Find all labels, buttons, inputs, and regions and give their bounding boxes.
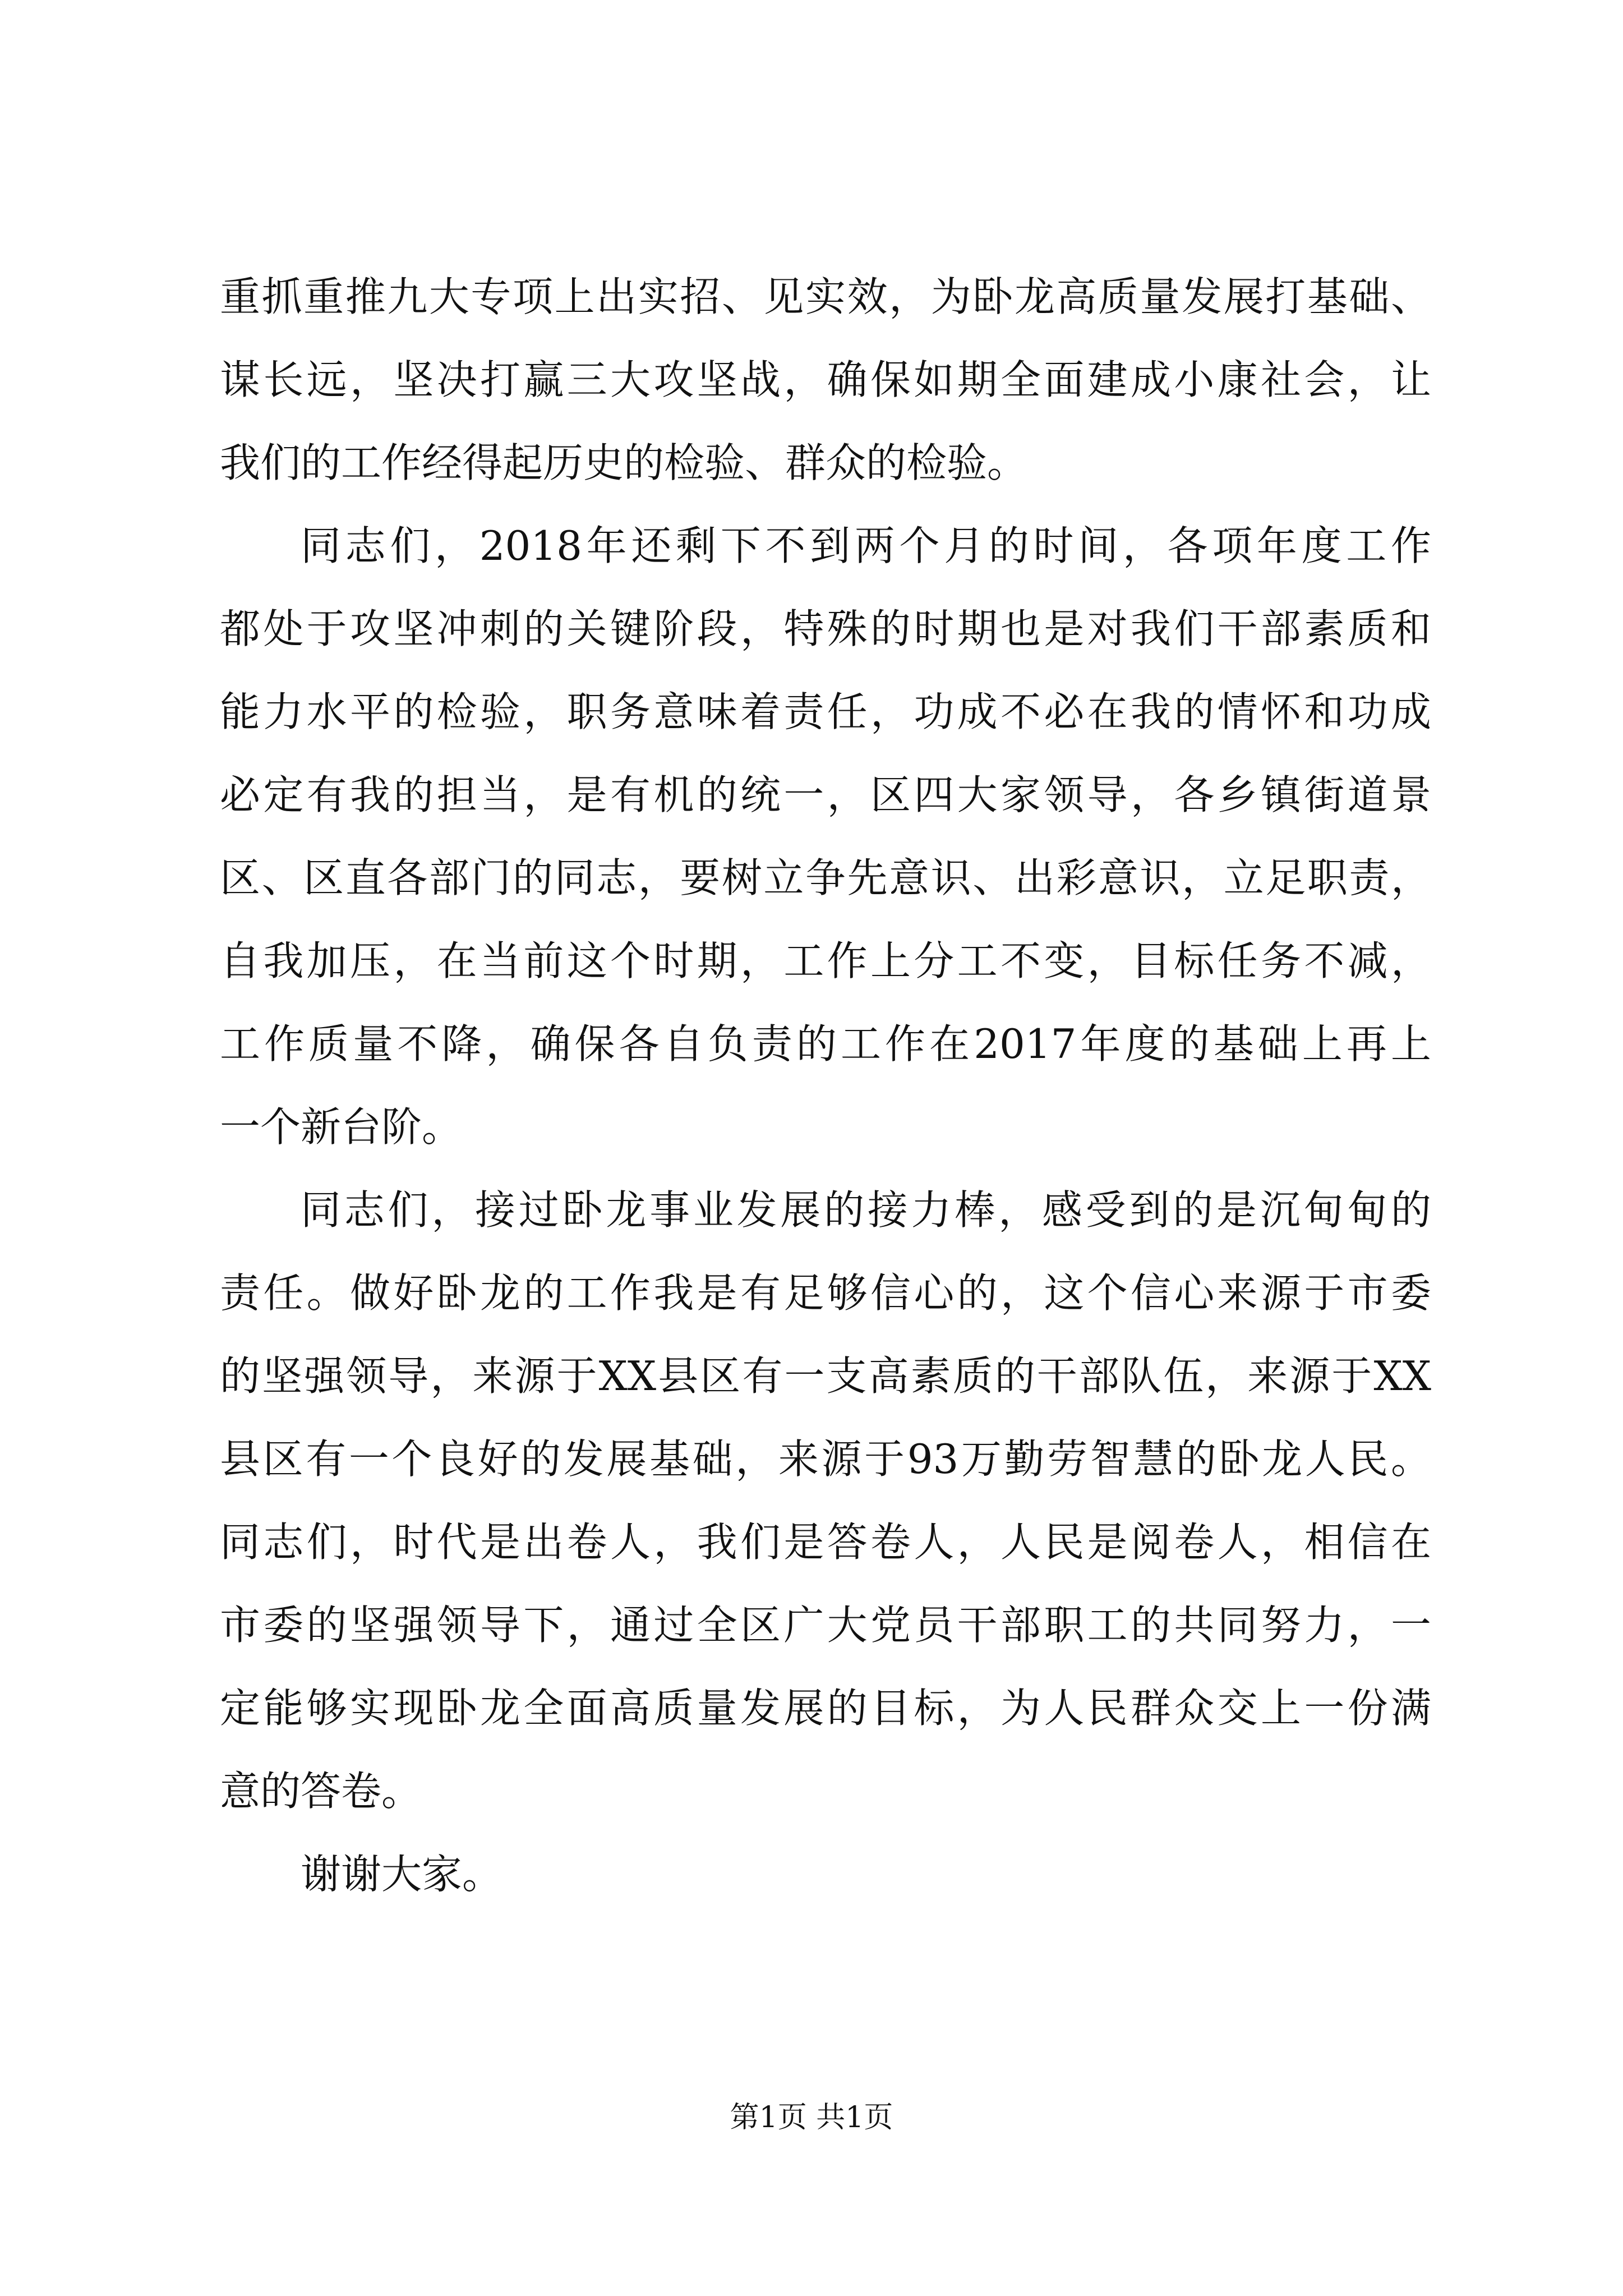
text-line: 自我加压，在当前这个时期，工作上分工不变，目标任务不减， [220, 937, 1431, 984]
document-body [220, 255, 1431, 1916]
text-line: 县区有一个良好的发展基础，来源于93万勤劳智慧的卧龙人民。 [220, 1435, 1431, 1483]
text-line: 谢谢大家。 [301, 1851, 503, 1898]
text-line: 定能够实现卧龙全面高质量发展的目标，为人民群众交上一份满 [220, 1685, 1431, 1732]
page-footer: 第1页 共1页 [730, 2101, 893, 2134]
text-line: 责任。做好卧龙的工作我是有足够信心的，这个信心来源于市委 [220, 1269, 1431, 1317]
text-line: 市委的坚强领导下，通过全区广大党员干部职工的共同努力，一 [220, 1602, 1431, 1649]
text-line: 工作质量不降，确保各自负责的工作在2017年度的基础上再上 [220, 1020, 1431, 1068]
text-line: 都处于攻坚冲刺的关键阶段，特殊的时期也是对我们干部素质和 [220, 605, 1431, 652]
text-line: 必定有我的担当，是有机的统一，区四大家领导，各乡镇街道景 [220, 771, 1431, 818]
text-line: 同志们，时代是出卷人，我们是答卷人，人民是阅卷人，相信在 [220, 1519, 1431, 1566]
text-line: 区、区直各部门的同志，要树立争先意识、出彩意识，立足职责， [220, 854, 1431, 901]
text-line: 能力水平的检验，职务意味着责任，功成不必在我的情怀和功成 [220, 688, 1431, 735]
text-line: 我们的工作经得起历史的检验、群众的检验。 [220, 439, 1028, 486]
text-line: 同志们，接过卧龙事业发展的接力棒，感受到的是沉甸甸的 [301, 1186, 1431, 1234]
text-line: 谋长远，坚决打赢三大攻坚战，确保如期全面建成小康社会，让 [220, 356, 1431, 403]
text-line: 重抓重推九大专项上出实招、见实效，为卧龙高质量发展打基础、 [220, 273, 1431, 320]
text-line: 意的答卷。 [220, 1768, 422, 1815]
text-line: 一个新台阶。 [220, 1103, 463, 1151]
text-line: 同志们，2018年还剩下不到两个月的时间，各项年度工作 [301, 522, 1431, 569]
text-line: 的坚强领导，来源于XX县区有一支高素质的干部队伍，来源于XX [220, 1352, 1431, 1400]
